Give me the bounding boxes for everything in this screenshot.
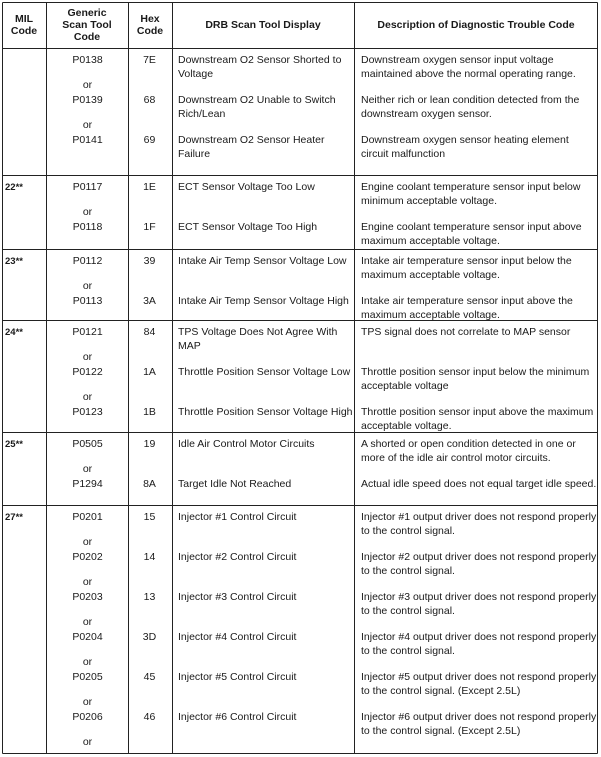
generic-scan-tool-code: P0203 [72,591,103,603]
or-separator: or [82,391,93,403]
dtc-description: Engine coolant temperature sensor input above maximum acceptable voltage. [361,221,582,247]
hex-code: 3A [143,295,156,307]
dtc-description: Actual idle speed does not equal target idle speed. [361,478,597,490]
generic-scan-tool-code: P0118 [72,221,103,233]
dtc-description: Throttle position sensor input above the maximum acceptable voltage. [361,406,594,432]
or-separator: or [82,576,93,588]
drb-display-text: Injector #4 Control Circuit [178,631,297,643]
generic-scan-tool-code: P0138 [72,54,103,66]
dtc-group-row [2,48,598,175]
drb-display-text: Injector #5 Control Circuit [178,671,297,683]
drb-display-text: ECT Sensor Voltage Too Low [178,181,315,193]
hex-code: 13 [143,591,156,603]
hex-code: 7E [143,54,156,66]
dtc-group-row [2,432,598,505]
drb-display-text: Downstream O2 Sensor Heater Failure [178,134,325,160]
drb-display-text: Throttle Position Sensor Voltage High [178,406,353,418]
dtc-description: Injector #2 output driver does not respond properly to the control signal. [361,551,597,577]
or-separator: or [82,351,93,363]
header-description: Description of Diagnostic Trouble Code [377,19,575,31]
drb-display-text: Downstream O2 Sensor Shorted to Voltage [178,54,342,80]
drb-display-text: Downstream O2 Unable to Switch Rich/Lean [178,94,336,120]
or-separator: or [82,656,93,668]
generic-scan-tool-code: P0204 [72,631,103,643]
generic-scan-tool-code: P0117 [72,181,103,193]
drb-display-text: Intake Air Temp Sensor Voltage High [178,295,349,307]
dtc-table [2,2,598,754]
generic-scan-tool-code: P1294 [72,478,103,490]
hex-code: 19 [143,438,156,450]
or-separator: or [82,536,93,548]
dtc-description: Injector #6 output driver does not respond properly to the control signal. (Except 2.5L) [361,711,597,737]
mil-code: 23** [5,256,23,267]
hex-code: 68 [143,94,156,106]
hex-code: 39 [143,255,156,267]
hex-code: 1F [143,221,156,233]
dtc-description: Neither rich or lean condition detected from the downstream oxygen sensor. [361,94,580,120]
hex-code: 15 [143,511,156,523]
generic-scan-tool-code: P0113 [72,295,103,307]
or-separator: or [82,119,93,131]
dtc-description: Downstream oxygen sensor heating element circuit malfunction [361,134,569,160]
hex-code: 45 [143,671,156,683]
generic-scan-tool-code: P0202 [72,551,103,563]
generic-scan-tool-code: P0112 [72,255,103,267]
drb-display-text: Injector #1 Control Circuit [178,511,297,523]
dtc-group-row [2,505,598,754]
generic-scan-tool-code: P0141 [72,134,103,146]
or-separator: or [82,79,93,91]
generic-scan-tool-code: P0121 [72,326,103,338]
or-separator: or [82,696,93,708]
drb-display-text: Throttle Position Sensor Voltage Low [178,366,351,378]
dtc-group-row [2,249,598,320]
generic-scan-tool-code: P0206 [72,711,103,723]
dtc-description: TPS signal does not correlate to MAP sensor [361,326,571,338]
hex-code: 69 [143,134,156,146]
or-separator: or [82,736,93,748]
dtc-description: Intake air temperature sensor input below the maximum acceptable voltage. [361,255,572,281]
generic-scan-tool-code: P0122 [72,366,103,378]
mil-code: 22** [5,182,23,193]
generic-scan-tool-code: P0123 [72,406,103,418]
dtc-description: Throttle position sensor input below the minimum acceptable voltage [361,366,590,392]
drb-display-text: Injector #6 Control Circuit [178,711,297,723]
dtc-description: Engine coolant temperature sensor input below minimum acceptable voltage. [361,181,581,207]
hex-code: 1A [143,366,156,378]
dtc-table-page [2,2,598,754]
dtc-description: Intake air temperature sensor input above the maximum acceptable voltage. [361,295,573,321]
dtc-description: Injector #1 output driver does not respond properly to the control signal. [361,511,597,537]
mil-code: 25** [5,439,23,450]
dtc-description: Injector #4 output driver does not respond properly to the control signal. [361,631,597,657]
header-generic-scan-tool-code: Generic Scan Tool Code [62,7,112,43]
mil-code: 24** [5,327,23,338]
drb-display-text: Injector #3 Control Circuit [178,591,297,603]
hex-code: 14 [143,551,156,563]
dtc-description: A shorted or open condition detected in one or more of the idle air control motor circuits. [361,438,576,464]
drb-display-text: Intake Air Temp Sensor Voltage Low [178,255,347,267]
generic-scan-tool-code: P0201 [72,511,103,523]
or-separator: or [82,463,93,475]
dtc-description: Injector #5 output driver does not respond properly to the control signal. (Except 2.5L) [361,671,597,697]
hex-code: 3D [142,631,157,643]
header-mil-code: MIL Code [10,13,38,37]
dtc-description: Downstream oxygen sensor input voltage maintained above the normal operating range. [361,54,576,80]
hex-code: 84 [143,326,156,338]
or-separator: or [82,206,93,218]
drb-display-text: Injector #2 Control Circuit [178,551,297,563]
dtc-group-row [2,175,598,249]
mil-code: 27** [5,512,23,523]
hex-code: 8A [143,478,156,490]
dtc-description: Injector #3 output driver does not respond properly to the control signal. [361,591,597,617]
or-separator: or [82,616,93,628]
hex-code: 1E [143,181,156,193]
dtc-group-row [2,320,598,432]
generic-scan-tool-code: P0139 [72,94,103,106]
drb-display-text: TPS Voltage Does Not Agree With MAP [178,326,338,352]
header-hex-code: Hex Code [136,13,164,37]
hex-code: 46 [143,711,156,723]
generic-scan-tool-code: P0205 [72,671,103,683]
header-drb-scan-tool-display: DRB Scan Tool Display [205,19,321,31]
or-separator: or [82,280,93,292]
generic-scan-tool-code: P0505 [72,438,103,450]
drb-display-text: Idle Air Control Motor Circuits [178,438,315,450]
drb-display-text: ECT Sensor Voltage Too High [178,221,318,233]
hex-code: 1B [143,406,156,418]
drb-display-text: Target Idle Not Reached [178,478,292,490]
